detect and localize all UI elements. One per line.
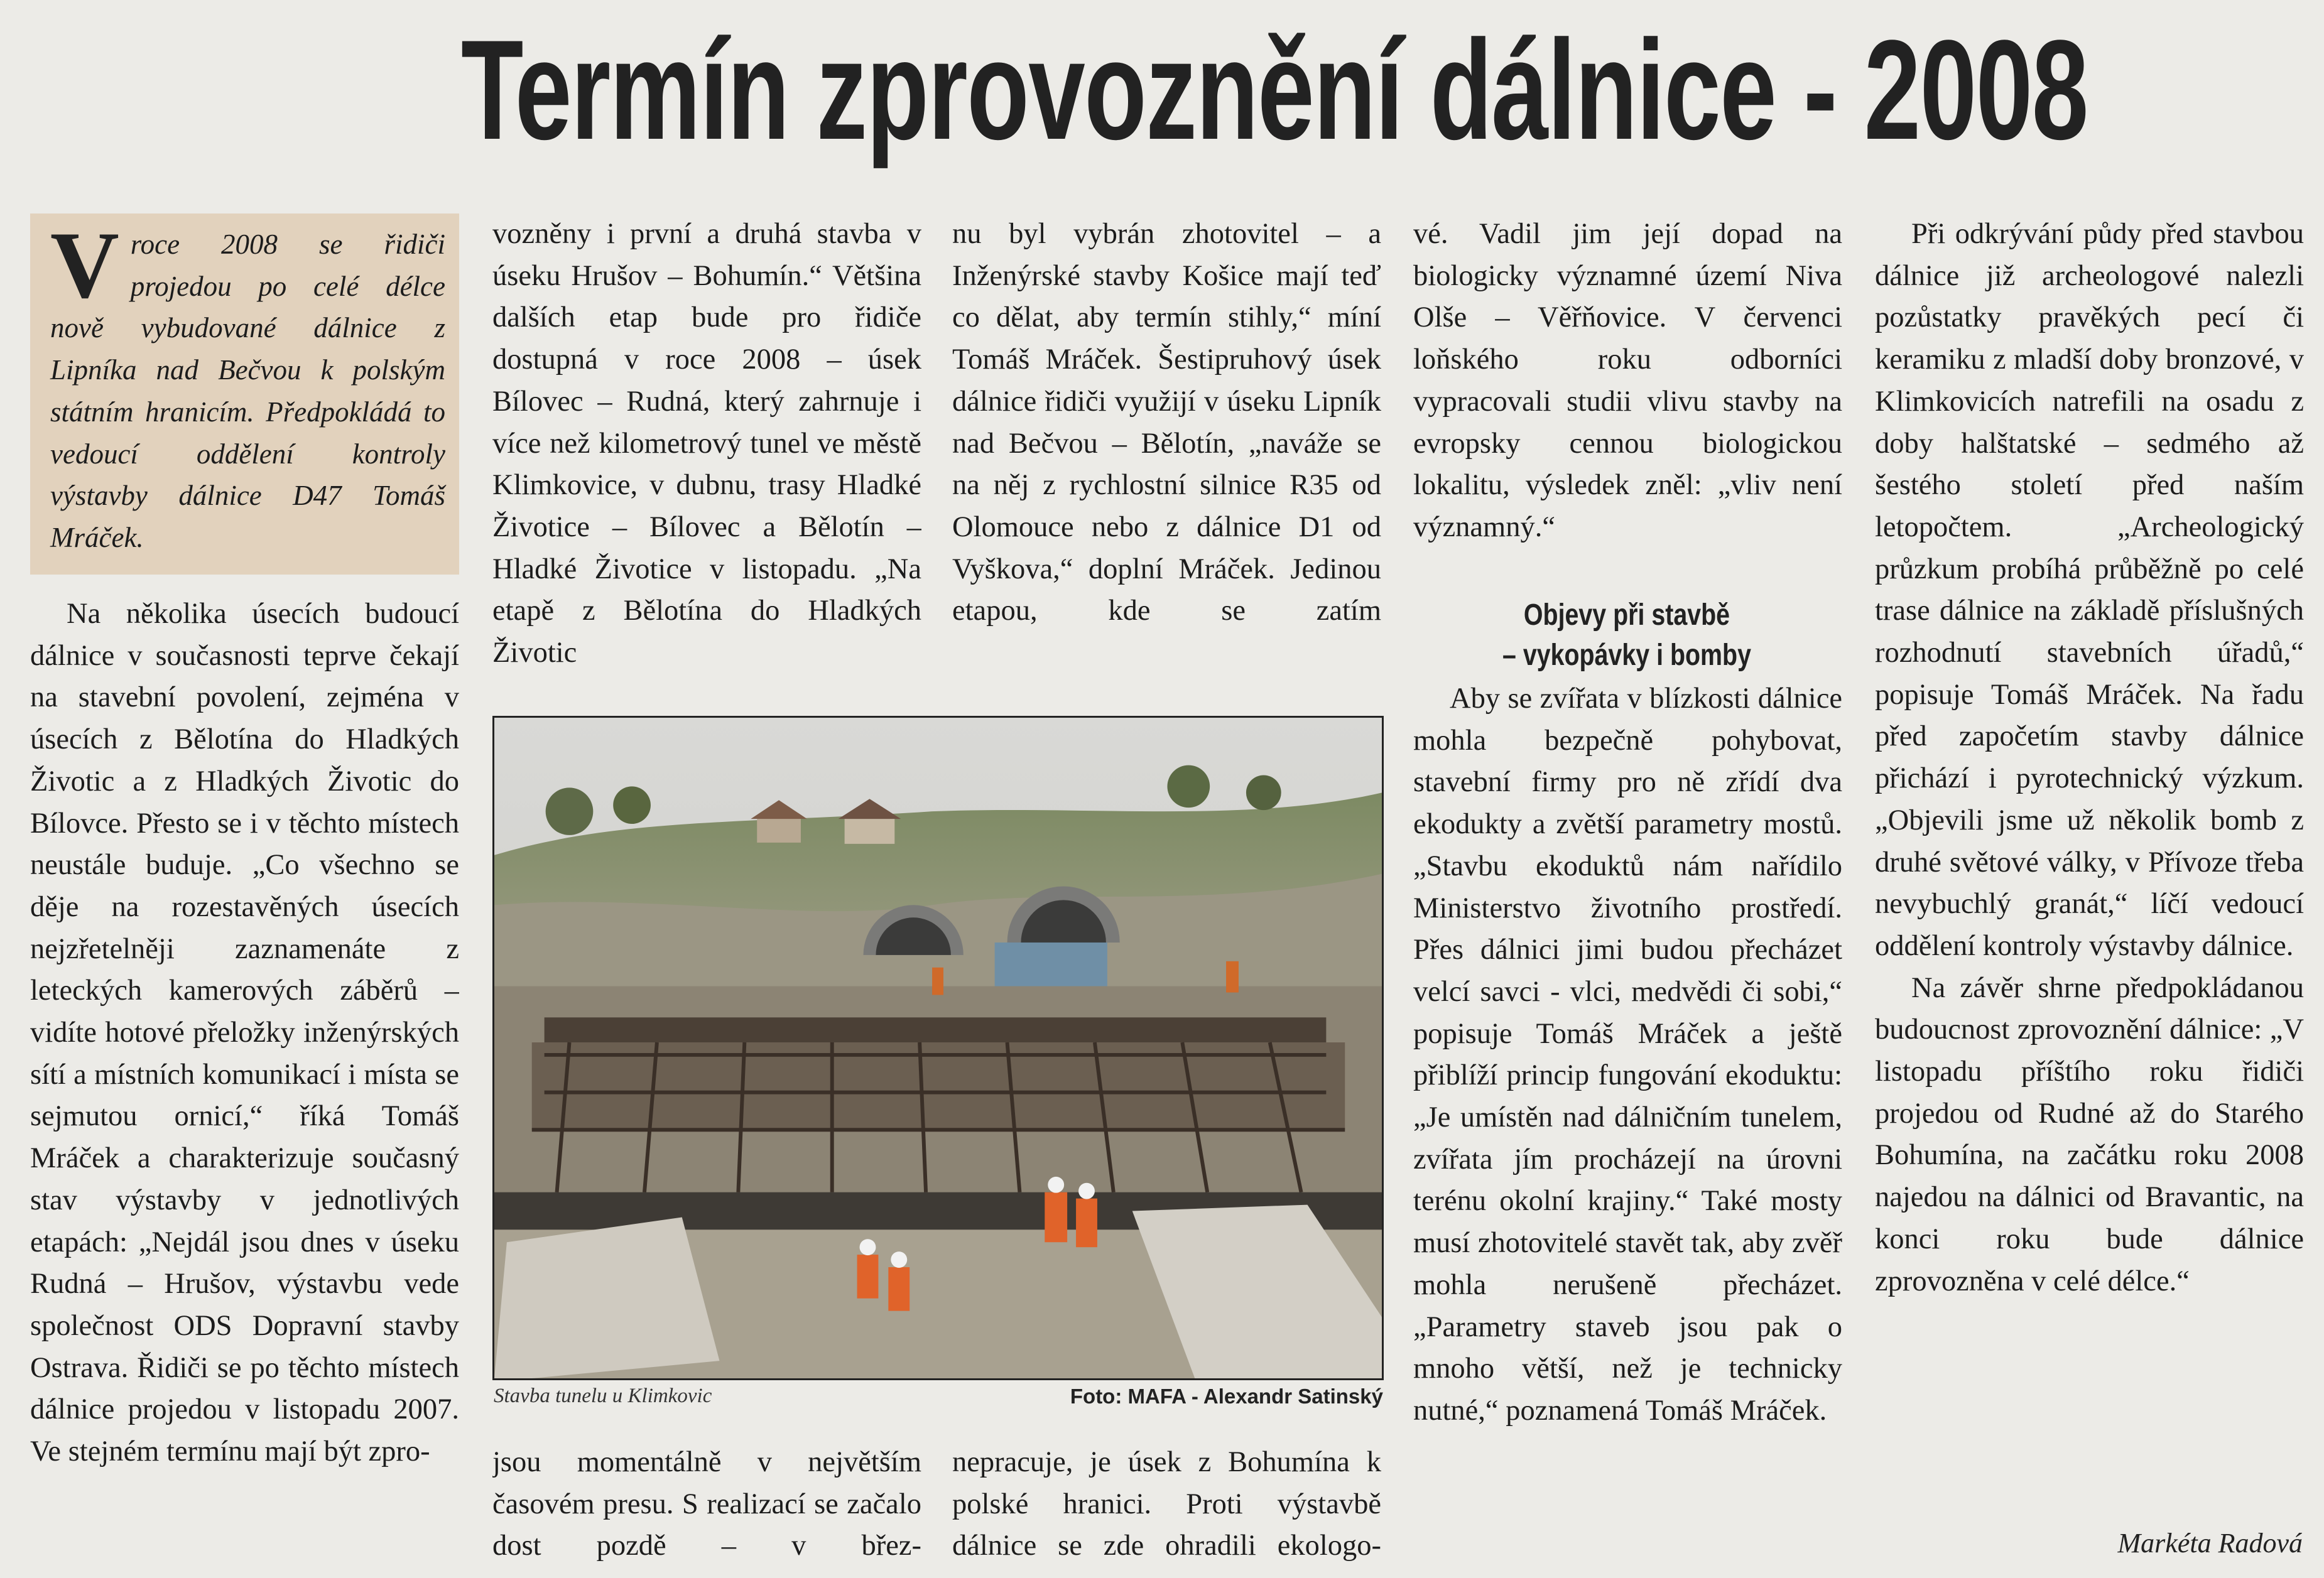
column-2-bottom — [492, 1442, 921, 1571]
column-2-top-text: vozněny i první a druhá stavba v úseku Hrušov – Bohumín.“ Většina dalších etap bude pro řidiče dostupná v roce 2008 – úsek Bílovec – Rudná, který zahrnuje i více než kilometrový tunel ve městě Klimkovice, v dubnu, trasy Hladké Životice – Bílovec a Bělotín – Hladké Životice v listopadu. „Na etapě z Bělotína do Hladkých Životic — [492, 218, 921, 669]
column-5-paragraph-2: Na závěr shrne předpokládanou budoucnost zprovoznění dálnice: „V listopadu příštího roku řidiči projedou od Rudné až do Starého Bohumína, na začátku roku 2008 najedou na dálnici od Bravantic, na konci roku bude dálnice zprovozněna v celé délce.“ — [1875, 971, 2304, 1297]
headline: Termín zprovoznění dálnice - 2008 — [461, 10, 2088, 169]
column-1-text: Na několika úsecích budoucí dálnice v současnosti teprve čekají na stavební povolení, zejména v úsecích z Bělotína do Hladkých Životic a z Hladkých Životic do Bílovce. Přesto se i v těchto místech neustále buduje. „Co všechno se děje na rozestavěných úsecích nejzřetelněji zaznamenáte z leteckých kamerových záběrů – vidíte hotové přeložky inženýrských sítí a místních komunikací i místa se sejmutou ornicí,“ říká Tomáš Mráček a charakterizuje současný stav výstavby v jednotlivých etapách: „Nejdál jsou dnes v úseku Rudná – Hrušov, výstavbu vede společnost ODS Dopravní stavby Ostrava. Řidiči se po těchto místech dálnice projedou v listopadu 2007. Ve stejném termínu mají být zpro- — [30, 598, 459, 1468]
photo-credit: Foto: MAFA - Alexandr Satinský — [1070, 1385, 1383, 1408]
column-3-bottom — [952, 1442, 1381, 1571]
photo-caption: Stavba tunelu u Klimkovic — [494, 1385, 712, 1407]
column-3-top — [952, 213, 1381, 684]
column-1 — [30, 593, 459, 1568]
subheading — [1436, 595, 1818, 676]
column-5-paragraph-1: Při odkrývání půdy před stavbou dálnice již archeologové nalezli pozůstatky pravěkých pecí či keramiku z mladší doby bronzové, v Klimkovicích natrefili na osadu z doby halštatské – sedmého až šestého století před naším letopočtem. „Archeologický průzkum probíhá průběžně po celé trase dálnice na základě příslušných rozhodnutí stavebních úřadů,“ popisuje Tomáš Mráček. Na řadu před započetím stavby dálnice přichází i pyrotechnický výzkum. „Objevili jsme už několik bomb z druhé světové války, v Přívoze třeba nevybuchlý granát,“ líčí vedoucí oddělení kontroly výstavby dálnice. — [1875, 218, 2304, 962]
column-5 — [1875, 213, 2304, 1520]
construction-photo — [492, 716, 1384, 1380]
column-4-top — [1413, 213, 1842, 565]
column-4-bottom — [1413, 678, 1842, 1570]
subheading-line-2: – vykopávky i bomby — [1502, 639, 1751, 672]
column-2-top — [492, 213, 921, 684]
drop-cap: V — [50, 213, 119, 318]
column-2-bottom-text: jsou momentálně v největším časovém presu. S realizací se začalo dost pozdě – v břez- — [492, 1446, 921, 1562]
column-3-bottom-text: nepracuje, je úsek z Bohumína k polské hranici. Proti výstavbě dálnice se zde ohradili ekologo- — [952, 1446, 1381, 1562]
lead-text: roce 2008 se řidiči projedou po celé délce nově vybudované dálnice z Lipníka nad Bečvou k polským státním hranicím. Předpokládá to vedoucí oddělení kontroly výstavby dálnice D47 Tomáš Mráček. — [50, 229, 445, 553]
lead-box — [30, 213, 459, 575]
subheading-line-1: Objevy při stavbě — [1523, 598, 1730, 632]
column-4-bottom-text: Aby se zvířata v blízkosti dálnice mohla bezpečně pohybovat, stavební firmy pro ně zřídí dva ekodukty a zvětší parametry mostů. „Stavbu ekoduktů nám nařídilo Ministerstvo životního prostředí. Přes dálnici jimi budou přecházet velcí savci - vlci, medvědi či sobi,“ popisuje Tomáš Mráček a ještě přiblíží princip fungování ekoduktu: „Je umístěn nad dálničním tunelem, zvířata jím procházejí na úrovni terénu okolní krajiny.“ Také mosty musí zhotovitelé stavět tak, aby zvěř mohla nerušeně přecházet. „Parametry staveb jsou pak o mnoho větší, než je technicky nutné,“ poznamená Tomáš Mráček. — [1413, 683, 1842, 1427]
column-4-top-text: vé. Vadil jim její dopad na biologicky významné území Niva Olše – Věřňovice. V červenci loňského roku odborníci vypracovali studii vlivu stavby na evropsky cennou biologickou lokalitu, výsledek zněl: „vliv není významný.“ — [1413, 218, 1842, 543]
author-byline: Markéta Radová — [2117, 1528, 2303, 1559]
column-3-top-text: nu byl vybrán zhotovitel – a Inženýrské stavby Košice mají teď co dělat, aby termín stihly,“ míní Tomáš Mráček. Šestipruhový úsek dálnice řidiči využijí v úseku Lipník nad Bečvou – Bělotín, „naváže se na něj z rychlostní silnice R35 od Olomouce nebo z dálnice D1 od Vyškova,“ doplní Mráček. Jedinou etapou, kde se zatím — [952, 218, 1381, 627]
